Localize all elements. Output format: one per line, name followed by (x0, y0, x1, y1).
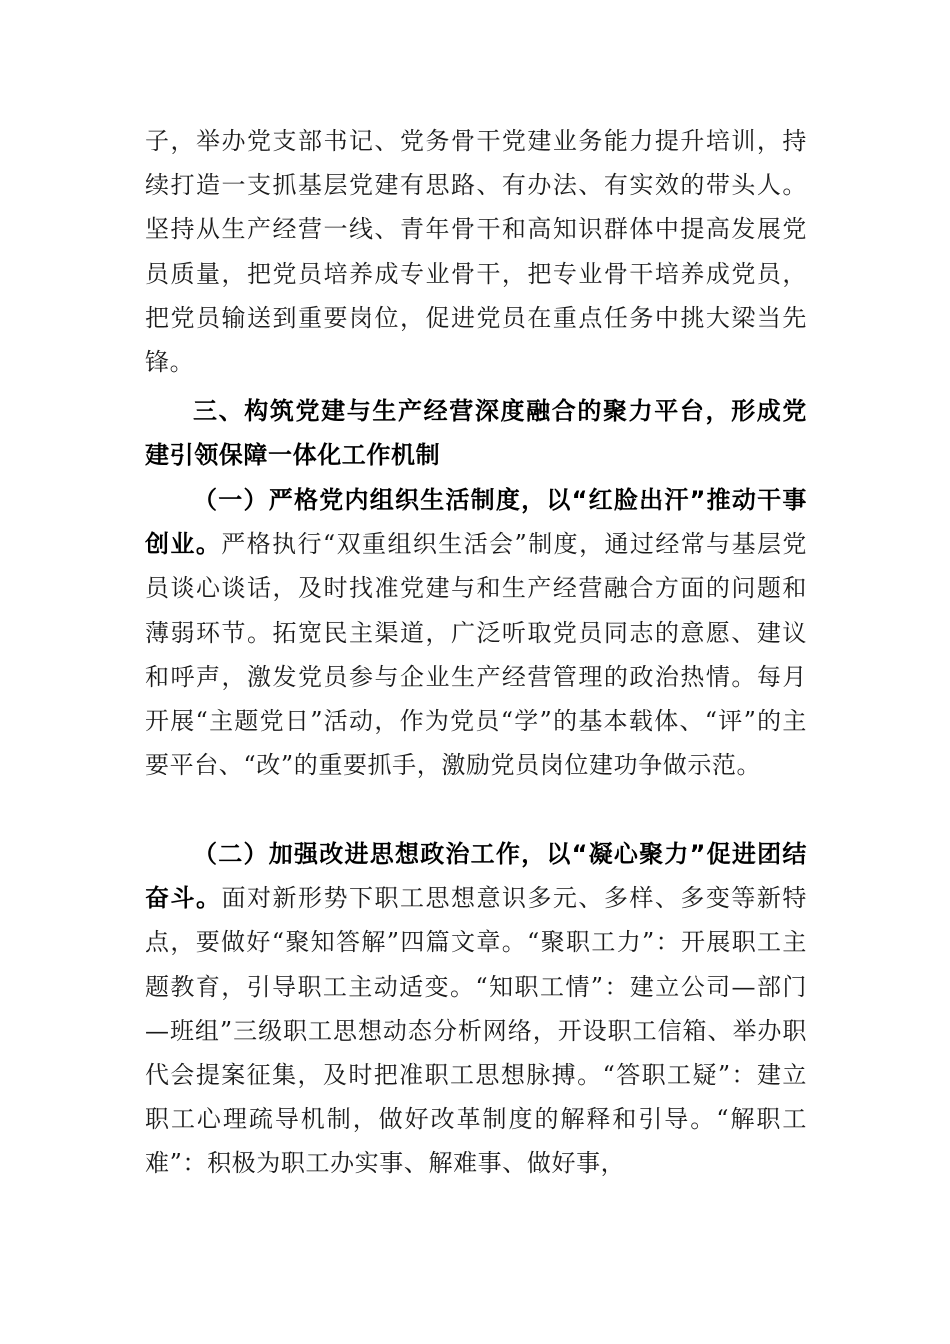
section-heading (145, 389, 807, 477)
subsection-paragraph-1 (145, 478, 807, 787)
section-heading-text: 三、构筑党建与生产经营深度融合的聚力平台，形成党建引领保障一体化工作机制 (145, 397, 807, 470)
subsection-body: 面对新形势下职工思想意识多元、多样、多变等新特点，要做好“聚知答解”四篇文章。“聚职工力”：开展职工主题教育，引导职工主动适变。“知职工情”：建立公司—部门—班组”三级职工思想动态分析网络，开设职工信箱、举办职代会提案征集，及时把准职工思想脉搏。“答职工疑”：建立职工心理疏导机制，做好改革制度的解释和引导。“解职工难”：积极为职工办实事、解难事、做好事， (145, 884, 807, 1178)
subsection-body: 严格执行“双重组织生活会”制度，通过经常与基层党员谈心谈话，及时找准党建与和生产经营融合方面的问题和薄弱环节。拓宽民主渠道，广泛听取党员同志的意愿、建议和呼声，激发党员参与企业生产经营管理的政治热情。每月开展“主题党日”活动，作为党员“学”的基本载体、“评”的主要平台、“改”的重要抓手，激励党员岗位建功争做示范。 (145, 530, 808, 780)
paragraph-body: 子，举办党支部书记、党务骨干党建业务能力提升培训，持续打造一支抓基层党建有思路、有办法、有实效的带头人。坚持从生产经营一线、青年骨干和高知识群体中提高发展党员质量，把党员培养成专业骨干，把专业骨干培养成党员，把党员输送到重要岗位，促进党员在重点任务中挑大梁当先锋。 (145, 127, 807, 377)
subsection-lead: （一）严格党内组织生活制度，以“红脸出汗”推动干事创业。 (145, 486, 807, 559)
subsection-paragraph-2 (145, 832, 807, 1186)
paragraph-continuation (145, 119, 807, 384)
subsection-lead: （二）加强改进思想政治工作，以“凝心聚力”促进团结奋斗。 (145, 840, 807, 913)
